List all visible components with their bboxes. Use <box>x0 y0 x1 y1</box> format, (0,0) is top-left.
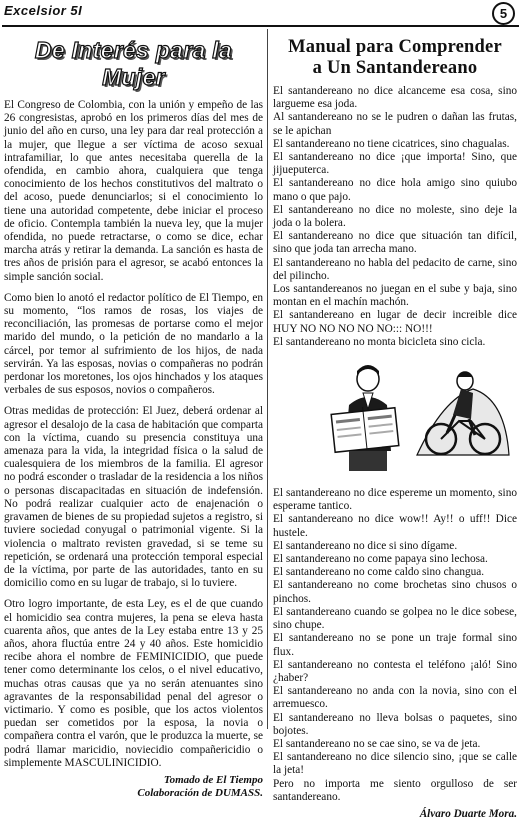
saying-line: El santandereano no lleva bolsas o paquetes, sino bojotes. <box>273 711 517 737</box>
saying-line: El santandereano no dice si sino dígame. <box>273 539 458 552</box>
saying-line: El santandereano cuando se golpea no le dice sobese, sino chupe. <box>273 605 517 632</box>
saying-line: El santandereano no dice que situación tan difícil, sino que joda tan arrecha mano. <box>273 230 517 256</box>
saying-line: Pero no importa me siento orgulloso de ser santandereano. <box>273 777 517 803</box>
saying-line: El santandereano no monta bicicleta sino cicla. <box>273 335 486 348</box>
column-divider <box>267 29 268 729</box>
saying-line: El santandereano no dice alcanceme esa cosa, sino largueme esa joda. <box>273 85 517 111</box>
saying-line: El santandereano no contesta el teléfono ¡aló! Sino ¿haber? <box>273 658 517 684</box>
saying-line: El santandereano no come caldo sino changua. <box>273 566 485 579</box>
saying-line: El santandereano no se cae sino, se va de jeta. <box>273 737 481 750</box>
newspaper-reader-illustration <box>325 365 405 473</box>
saying-line: El santandereano no dice hola amigo sino quiubo mano o que pajo. <box>273 177 517 203</box>
saying-line: El santandereano en lugar de decir increible dice HUY NO NO NO NO NO::: NO!!! <box>273 309 517 335</box>
saying-line: Al santandereano no se le pudren o dañan las frutas, se le apichan <box>273 111 517 137</box>
illustrations <box>273 357 517 475</box>
left-article-title: De Interés para la Mujer <box>34 37 233 90</box>
saying-line: El santandereano no dice espereme un momento, sino esperame tantico. <box>273 487 517 513</box>
left-article <box>4 33 263 800</box>
left-paragraph: Otro logro importante, de esta Ley, es el de que cuando el homicidio sea contra mujeres, la pena se eleva hasta cuarenta años, que antes de la Ley estaba entre 13 y 25 años, ahora fluctúa entre 24 y 40 años. Este homicidio recibe ahora el nombre de FEMINICIDIO, que puede tener como determinante los celos, o el nivel educativo, muchas otras causas que ya no serán atenuantes sino agravantes de la responsabilidad penal del agresor o victimario. Y como es posible, que los actos violentos puedan ser cometidos por la esposa, la novia o compañera contra el varón, que le produzca la muerte, se podrá llamar maricidio, noviecidio compañericidio o simplemente MASCULINICIDIO. <box>4 598 263 769</box>
saying-line: El santandereano no se pone un traje formal sino flux. <box>273 632 517 658</box>
right-title-line2: a Un Santandereano <box>312 58 478 78</box>
saying-line: El santandereano no anda con la novia, sino con el arremuesco. <box>273 685 517 711</box>
right-title-line1: Manual para Comprender <box>288 37 502 57</box>
saying-line: El santandereano no dice silencio sino, ¡que se calle la jeta! <box>273 751 517 777</box>
saying-line: El santandereano no come brochetas sino chusos o pinchos. <box>273 579 517 605</box>
header-rule <box>2 25 519 27</box>
right-article-title <box>273 37 517 79</box>
source-credit: Tomado de El Tiempo <box>163 773 263 786</box>
saying-line: El santandereano no dice wow!! Ay!! o uff!! Dice hustele. <box>273 513 517 539</box>
left-paragraph: Otras medidas de protección: El Juez, deberá ordenar al agresor el desalojo de la casa de habitación que comparta con la víctima, cuando su presencia constituya una amenaza para la vida, la integridad física o la salud de cualesquiera de los miembros de la familia. El agresor no podrá esconder o trasladar de la residencia a los niños o personas discapacitadas en situación de indefensión. No podrá realizar cualquier acto de enajenación o gravamen de bienes de su propiedad sujetos a registro, si tuviere sociedad conyugal o patrimonial vigente. Si la violencia o maltrato revisten gravedad, si se teme su repetición, se ordenará una protección temporal especial de la víctima, por parte de las autoridades, tanto en su domicilio como en su lugar de trabajo, si lo tuviere. <box>4 405 263 590</box>
saying-line: El santandereano no tiene cicatrices, sino chagualas. <box>273 137 510 150</box>
author-signature: Álvaro Duarte Mora. <box>419 807 517 820</box>
collaboration-credit: Colaboración de DUMASS. <box>137 786 263 799</box>
right-article <box>273 33 517 820</box>
cyclist-illustration <box>413 359 513 471</box>
saying-list-bottom <box>273 487 517 804</box>
page-number-badge: 5 <box>492 2 515 25</box>
left-paragraph: Como bien lo anotó el redactor político de El Tiempo, en su momento, “los ramos de rosas, los viajes de reconciliación, las promesas de portarse como el mejor marido del mundo, o la petición de no mandarlo a la cárcel, por temor al sufrimiento de los hijos, de nada servirán. Ya las esposas, novias o compañeras no podrán perdonar los moretones, los ojos hinchados y los ataques verbales de sus esposos, novios o compañeros. <box>4 291 263 397</box>
left-paragraph: El Congreso de Colombia, con la unión y empeño de las 26 congresistas, aprobó en los primeros días del mes de junio del año en curso, una ley para dar real protección a la mujer, que llegue a ser víctima de acoso sexual intrafamiliar, lo que antes necesitaba querella de la ofendida, en cambio ahora, cualquiera que tenga conocimiento de los hechos constitutivos del maltrato o del acoso, puede denunciarlos; si el conocimiento lo tiene una autoridad competente, debe iniciar el proceso de oficio. Contempla también la nueva ley, que la mujer ofendida, no puede retractarse, o como se dice, echar marcha atrás y retirar la demanda. La sanción es hasta de tres años de prisión para el agresor, se acabó entonces la simple sanción social. <box>4 99 263 283</box>
saying-line: Los santandereanos no juegan en el sube y baja, sino montan en el machín machón. <box>273 283 517 309</box>
saying-list-top <box>273 85 517 349</box>
saying-line: El santandereano no habla del pedacito de carne, sino del pilincho. <box>273 256 517 282</box>
saying-line: El santandereano no dice no moleste, sino deje la joda o la bolera. <box>273 203 517 230</box>
publication-name: Excelsior 5I <box>4 3 83 18</box>
saying-line: El santandereano no dice ¡que importa! Sino, que jijueputerca. <box>273 151 517 177</box>
saying-line: El santandereano no come papaya sino lechosa. <box>273 553 488 566</box>
